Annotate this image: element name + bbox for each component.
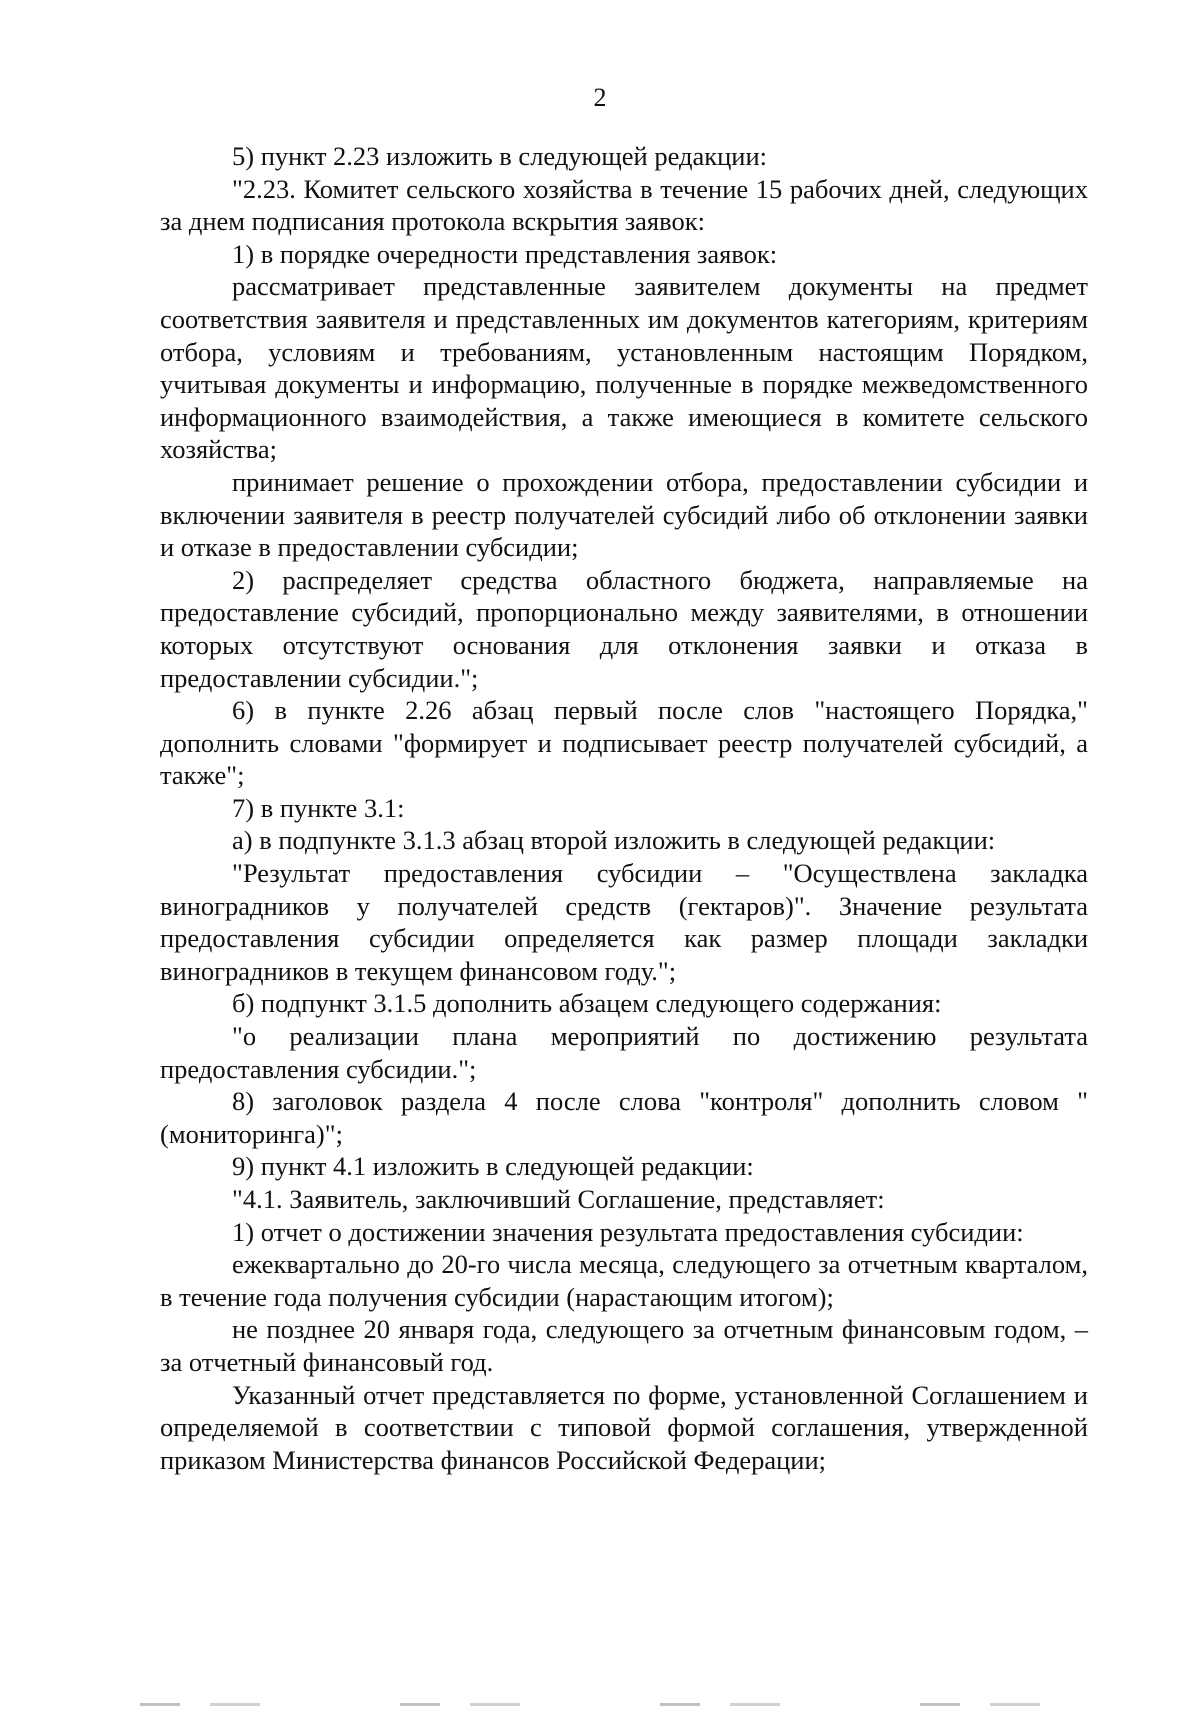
paragraph: а) в подпункте 3.1.3 абзац второй изложить в следующей редакции: bbox=[232, 825, 996, 856]
paragraph: рассматривает представленные заявителем документы на предмет соответствия заявителя и представленных им документов категориям, критериям отбора, условиям и требованиям, установленным настоящим Порядком, учитывая документы и информацию, полученные в порядке межведомственного информационного взаимодействия, а также имеющиеся в комитете сельского хозяйства; bbox=[160, 271, 1088, 465]
paragraph: 2) распределяет средства областного бюджета, направляемые на предоставление субсидий, пропорционально между заявителями, в отношении которых отсутствуют основания для отклонения заявки и отказа в предоставлении субсидии."; bbox=[160, 564, 1088, 693]
paragraph: "2.23. Комитет сельского хозяйства в течение 15 рабочих дней, следующих за днем подписания протокола вскрытия заявок: bbox=[160, 173, 1088, 237]
paragraph: не позднее 20 января года, следующего за отчетным финансовым годом, – за отчетный финансовый год. bbox=[160, 1314, 1088, 1377]
paragraph: ежеквартально до 20-го числа месяца, следующего за отчетным кварталом, в течение года получения субсидии (нарастающим итогом); bbox=[160, 1249, 1088, 1312]
paragraph: 5) пункт 2.23 изложить в следующей редакции: bbox=[232, 141, 768, 171]
paragraph: 6) в пункте 2.26 абзац первый после слов "настоящего Порядка," дополнить словами "формирует и подписывает реестр получателей субсидий, а также"; bbox=[160, 695, 1088, 791]
paragraph: 1) отчет о достижении значения результата предоставления субсидии: bbox=[232, 1216, 1024, 1247]
paragraph: Указанный отчет представляется по форме, установленной Соглашением и определяемой в соответствии с типовой формой соглашения, утвержденной приказом Министерства финансов Российской Федерации; bbox=[160, 1379, 1088, 1475]
paragraph: 9) пункт 4.1 изложить в следующей редакции: bbox=[232, 1151, 754, 1182]
scan-edge-artifact bbox=[140, 1703, 1060, 1706]
paragraph: "о реализации плана мероприятий по достижению результата предоставления субсидии."; bbox=[160, 1021, 1088, 1084]
paragraph: "4.1. Заявитель, заключивший Соглашение, представляет: bbox=[232, 1184, 885, 1214]
paragraph: 8) заголовок раздела 4 после слова "контроля" дополнить словом "(мониторинга)"; bbox=[160, 1086, 1088, 1149]
paragraph: принимает решение о прохождении отбора, предоставлении субсидии и включении заявителя в реестр получателей субсидий либо об отклонении заявки и отказе в предоставлении субсидии; bbox=[160, 466, 1088, 563]
paragraph: 1) в порядке очередности представления заявок: bbox=[232, 238, 778, 269]
paragraph: "Результат предоставления субсидии – "Осуществлена закладка виноградников у получателей средств (гектаров)". Значение результата предоставления субсидии определяется как размер площади закладки виноградников в текущем финансовом году."; bbox=[160, 858, 1088, 986]
paragraph: б) подпункт 3.1.5 дополнить абзацем следующего содержания: bbox=[232, 988, 942, 1019]
paragraph: 7) в пункте 3.1: bbox=[232, 792, 405, 823]
page-number: 2 bbox=[593, 83, 607, 112]
document-body bbox=[160, 140, 1088, 1476]
